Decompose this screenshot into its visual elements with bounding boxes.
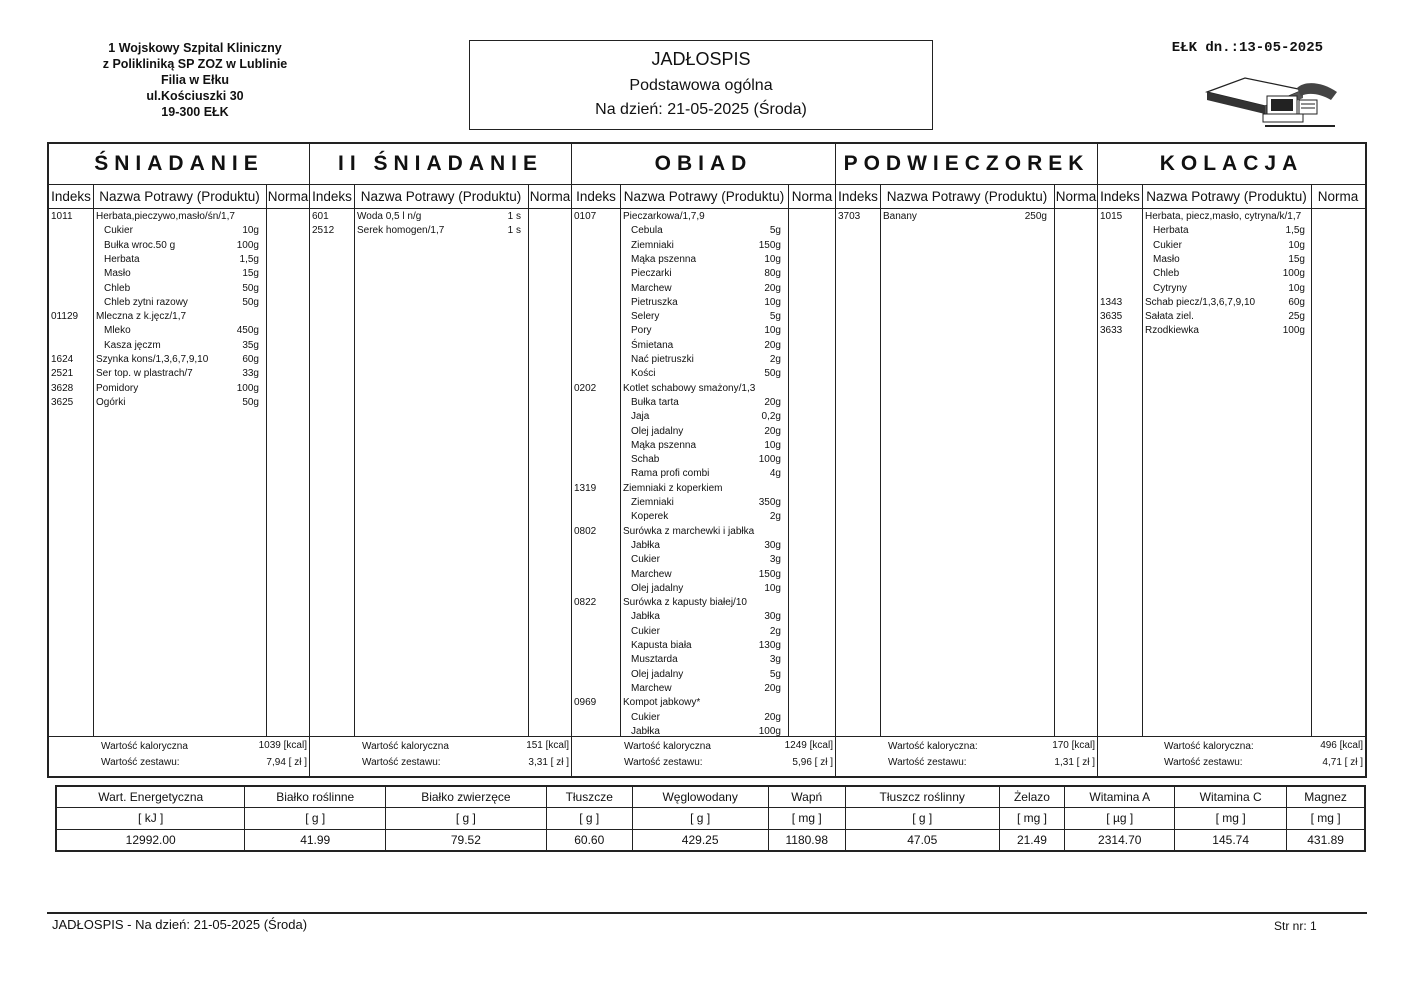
kcal-value: 496 [kcal] <box>1320 740 1363 751</box>
ingredient-name: Chleb <box>104 282 131 294</box>
item-quantity: 20g <box>764 339 781 351</box>
item-quantity: 25g <box>1288 311 1305 323</box>
item-quantity: 3g <box>769 654 781 666</box>
dish-name: Surówka z kapusty białej/10 <box>623 597 747 609</box>
kcal-label: Wartość kaloryczna <box>362 741 449 752</box>
item-quantity: 250g <box>1024 211 1047 222</box>
ingredient-name: Masło <box>104 268 131 280</box>
item-quantity: 50g <box>242 282 259 294</box>
nutrient-unit: [ kJ ] <box>57 808 245 829</box>
dish-name: Ogórki <box>96 396 126 408</box>
column-header-index: Indeks <box>836 185 880 209</box>
meal-column <box>1098 144 1365 776</box>
nutrient-value: 79.52 <box>386 829 547 850</box>
column-header-name: Nazwa Potrawy (Produktu) <box>93 185 266 209</box>
ingredient-name: Kości <box>631 368 656 380</box>
column-divider <box>788 185 789 736</box>
cost-label: Wartość zestawu: <box>362 757 441 768</box>
meal-summary <box>836 736 1097 776</box>
item-quantity: 10g <box>764 582 781 594</box>
dish-name: Sałata ziel. <box>1145 311 1194 323</box>
item-quantity: 1,5g <box>239 253 259 265</box>
column-header-norm: Norma <box>266 185 310 209</box>
hospital-line: 1 Wojskowy Szpital Kliniczny <box>108 41 282 55</box>
column-divider <box>266 185 267 736</box>
column-divider <box>1142 185 1143 736</box>
dish-name: Herbata,pieczywo,masło/śn/1,7 <box>96 211 235 222</box>
ingredient-name: Rama profi combi <box>631 468 710 480</box>
dish-name: Rzodkiewka <box>1145 325 1199 337</box>
item-quantity: 10g <box>764 439 781 451</box>
meal-title: KOLACJA <box>1098 144 1365 185</box>
ingredient-name: Cytryny <box>1153 282 1187 294</box>
item-quantity: 20g <box>764 711 781 723</box>
nutrient-value: 2314.70 <box>1065 829 1175 850</box>
ingredient-name: Masło <box>1153 253 1180 265</box>
item-index: 2521 <box>51 368 74 380</box>
meal-title: ŚNIADANIE <box>49 144 309 185</box>
item-quantity: 10g <box>242 225 259 237</box>
item-quantity: 5g <box>769 225 781 237</box>
item-quantity: 50g <box>242 396 259 408</box>
kcal-value: 151 [kcal] <box>526 740 569 751</box>
ingredient-name: Selery <box>631 311 660 323</box>
item-index: 0802 <box>574 525 597 537</box>
item-quantity: 100g <box>236 382 259 394</box>
item-quantity: 30g <box>764 611 781 623</box>
column-header-index: Indeks <box>1098 185 1142 209</box>
ingredient-name: Ziemniaki <box>631 497 674 508</box>
ingredient-name: Marchew <box>631 568 672 580</box>
item-index: 3635 <box>1100 311 1123 323</box>
nutrient-unit: [ µg ] <box>1065 808 1175 829</box>
cost-label: Wartość zestawu: <box>101 757 180 768</box>
kcal-label: Wartość kaloryczna: <box>888 741 978 752</box>
item-quantity: 50g <box>242 296 259 308</box>
item-quantity: 100g <box>758 725 781 737</box>
item-quantity: 450g <box>236 325 259 337</box>
meal-column <box>310 144 572 776</box>
nutrient-value: 431.89 <box>1287 829 1365 850</box>
item-index: 3703 <box>838 211 861 222</box>
dish-name: Schab piecz/1,3,6,7,9,10 <box>1145 296 1256 308</box>
nutrient-label: Wapń <box>768 787 845 808</box>
nutrient-unit: [ mg ] <box>999 808 1065 829</box>
cost-value: 1,31 [ zł ] <box>1054 757 1095 768</box>
nutrient-value: 41.99 <box>245 829 386 850</box>
nutrient-label: Magnez <box>1287 787 1365 808</box>
cost-value: 4,71 [ zł ] <box>1322 757 1363 768</box>
meal-column <box>49 144 310 776</box>
menu-date: Na dzień: 21-05-2025 (Środa) <box>595 101 807 118</box>
column-header-norm: Norma <box>788 185 836 209</box>
ingredient-name: Herbata <box>104 253 140 265</box>
nutrition-table <box>55 785 1366 852</box>
nutrient-value: 60.60 <box>546 829 632 850</box>
kcal-label: Wartość kaloryczna <box>101 741 188 752</box>
cost-label: Wartość zestawu: <box>624 757 703 768</box>
item-quantity: 60g <box>242 354 259 365</box>
ingredient-name: Pietruszka <box>631 296 678 308</box>
item-quantity: 100g <box>758 454 781 466</box>
dish-name: Mleczna z k.jęcz/1,7 <box>96 311 187 323</box>
cost-value: 7,94 [ zł ] <box>266 757 307 768</box>
item-index: 0969 <box>574 697 597 709</box>
item-quantity: 100g <box>1282 268 1305 280</box>
item-index: 1015 <box>1100 211 1123 222</box>
meal-summary <box>49 736 309 776</box>
column-header-norm: Norma <box>1311 185 1365 209</box>
nutrition-labels-row <box>57 787 1365 808</box>
ingredient-name: Koperek <box>631 511 669 523</box>
ingredient-name: Olej jadalny <box>631 582 684 594</box>
item-quantity: 10g <box>1288 239 1305 251</box>
footer-divider <box>47 912 1367 914</box>
ingredient-name: Cukier <box>631 711 660 723</box>
item-quantity: 60g <box>1288 296 1305 308</box>
item-quantity: 15g <box>242 268 259 280</box>
item-quantity: 20g <box>764 282 781 294</box>
dish-name: Pomidory <box>96 382 139 394</box>
item-index: 2512 <box>312 225 335 237</box>
dish-name: Szynka kons/1,3,6,7,9,10 <box>96 354 209 365</box>
dish-name: Herbata, piecz,masło, cytryna/k/1,7 <box>1145 211 1302 222</box>
ingredient-name: Jabłka <box>631 539 660 551</box>
ingredient-name: Kapusta biała <box>631 640 692 651</box>
nutrient-value: 429.25 <box>632 829 768 850</box>
item-index: 0107 <box>574 211 597 222</box>
dish-name: Surówka z marchewki i jabłka <box>623 525 755 537</box>
item-quantity: 30g <box>764 539 781 551</box>
hospital-line: ul.Kościuszki 30 <box>146 89 244 103</box>
ingredient-name: Śmietana <box>631 339 674 351</box>
nutrient-unit: [ g ] <box>386 808 547 829</box>
ingredient-name: Bułka wroc.50 g <box>104 239 176 251</box>
nutrient-label: Białko zwierzęce <box>386 787 547 808</box>
nutrient-label: Węglowodany <box>632 787 768 808</box>
ingredient-name: Cukier <box>1153 239 1182 251</box>
item-quantity: 2g <box>769 625 781 637</box>
item-quantity: 2g <box>769 511 781 523</box>
nutrient-label: Tłuszcze <box>546 787 632 808</box>
item-index: 3628 <box>51 382 74 394</box>
item-quantity: 33g <box>242 368 259 380</box>
column-header-index: Indeks <box>572 185 620 209</box>
dish-name: Banany <box>883 211 917 222</box>
meal-column <box>572 144 836 776</box>
hospital-line: Filia w Ełku <box>160 73 230 87</box>
dish-name: Ser top. w plastrach/7 <box>96 368 193 380</box>
item-index: 01129 <box>51 311 79 323</box>
item-index: 1319 <box>574 482 597 494</box>
column-divider <box>354 185 355 736</box>
column-divider <box>1311 185 1312 736</box>
meal-title: II ŚNIADANIE <box>310 144 571 185</box>
meal-summary <box>310 736 571 776</box>
item-index: 0822 <box>574 597 597 609</box>
nutrient-value: 12992.00 <box>57 829 245 850</box>
nutrient-label: Wart. Energetyczna <box>57 787 245 808</box>
ingredient-name: Nać pietruszki <box>631 354 694 365</box>
nutrient-unit: [ mg ] <box>768 808 845 829</box>
item-quantity: 3g <box>769 554 781 566</box>
ingredient-name: Pieczarki <box>631 268 672 280</box>
column-divider <box>1054 185 1055 736</box>
item-index: 0202 <box>574 382 597 394</box>
nutrient-label: Tłuszcz roślinny <box>845 787 999 808</box>
item-index: 3633 <box>1100 325 1123 337</box>
nutrient-unit: [ mg ] <box>1287 808 1365 829</box>
ingredient-name: Schab <box>631 454 660 466</box>
item-quantity: 10g <box>764 325 781 337</box>
item-quantity: 5g <box>769 668 781 680</box>
item-quantity: 130g <box>758 640 781 651</box>
cost-value: 3,31 [ zł ] <box>528 757 569 768</box>
ingredient-name: Mleko <box>104 325 131 337</box>
item-quantity: 5g <box>769 311 781 323</box>
item-quantity: 50g <box>764 368 781 380</box>
kcal-value: 1249 [kcal] <box>784 740 833 751</box>
nutrient-unit: [ g ] <box>632 808 768 829</box>
ingredient-name: Jaja <box>631 411 650 423</box>
nutrient-label: Białko roślinne <box>245 787 386 808</box>
item-quantity: 100g <box>236 239 259 251</box>
cost-label: Wartość zestawu: <box>1164 757 1243 768</box>
cost-value: 5,96 [ zł ] <box>792 757 833 768</box>
page-number: Str nr: 1 <box>1274 919 1317 933</box>
cost-label: Wartość zestawu: <box>888 757 967 768</box>
kcal-label: Wartość kaloryczna: <box>1164 741 1254 752</box>
nutrient-label: Żelazo <box>999 787 1065 808</box>
column-header-index: Indeks <box>49 185 93 209</box>
nutrient-value: 21.49 <box>999 829 1065 850</box>
item-index: 1011 <box>51 211 73 222</box>
nutrient-unit: [ mg ] <box>1175 808 1287 829</box>
meal-title: OBIAD <box>572 144 835 185</box>
item-quantity: 4g <box>769 468 781 480</box>
item-quantity: 350g <box>758 497 781 508</box>
column-divider <box>620 185 621 736</box>
kcal-label: Wartość kaloryczna <box>624 741 711 752</box>
nutrient-unit: [ g ] <box>845 808 999 829</box>
book-computer-logo-icon <box>1205 70 1340 128</box>
ingredient-name: Chleb zytni razowy <box>104 296 188 308</box>
ingredient-name: Chleb <box>1153 268 1180 280</box>
menu-table <box>47 142 1367 778</box>
item-index: 3625 <box>51 396 74 408</box>
item-quantity: 20g <box>764 682 781 694</box>
item-quantity: 15g <box>1288 253 1305 265</box>
ingredient-name: Marchew <box>631 682 672 694</box>
footer-title: JADŁOSPIS - Na dzień: 21-05-2025 (Środa) <box>52 917 308 932</box>
nutrient-value: 47.05 <box>845 829 999 850</box>
dish-name: Serek homogen/1,7 <box>357 225 445 237</box>
diet-type: Podstawowa ogólna <box>629 77 773 94</box>
nutrient-label: Witamina A <box>1065 787 1175 808</box>
item-quantity: 35g <box>242 339 259 351</box>
item-quantity: 150g <box>758 239 781 251</box>
item-index: 601 <box>312 211 329 222</box>
ingredient-name: Musztarda <box>631 654 678 666</box>
ingredient-name: Pory <box>631 325 652 337</box>
nutrient-value: 145.74 <box>1175 829 1287 850</box>
print-date: EŁK dn.:13-05-2025 <box>1171 40 1323 56</box>
ingredient-name: Cukier <box>631 554 660 566</box>
column-header-norm: Norma <box>1054 185 1098 209</box>
nutrient-unit: [ g ] <box>245 808 386 829</box>
ingredient-name: Marchew <box>631 282 672 294</box>
ingredient-name: Ziemniaki <box>631 239 674 251</box>
item-quantity: 10g <box>1288 282 1305 294</box>
dish-name: Kompot jabkowy* <box>623 697 701 709</box>
ingredient-name: Mąka pszenna <box>631 253 697 265</box>
column-header-name: Nazwa Potrawy (Produktu) <box>620 185 788 209</box>
dish-name: Kotlet schabowy smażony/1,3 <box>623 382 756 394</box>
kcal-value: 170 [kcal] <box>1052 740 1095 751</box>
ingredient-name: Jabłka <box>631 725 660 737</box>
nutrient-label: Witamina C <box>1175 787 1287 808</box>
meal-column <box>836 144 1098 776</box>
nutrition-values-row <box>57 829 1365 850</box>
item-quantity: 0,2g <box>761 411 781 423</box>
column-divider <box>93 185 94 736</box>
meal-summary <box>1098 736 1365 776</box>
ingredient-name: Jabłka <box>631 611 660 623</box>
item-quantity: 1 s <box>507 211 521 222</box>
title-box <box>469 40 933 130</box>
dish-name: Ziemniaki z koperkiem <box>623 482 723 494</box>
hospital-address <box>70 40 320 120</box>
hospital-line: 19-300 EŁK <box>161 105 229 119</box>
item-quantity: 1 s <box>507 225 521 237</box>
ingredient-name: Mąka pszenna <box>631 439 697 451</box>
meal-summary <box>572 736 835 776</box>
item-quantity: 20g <box>764 396 781 408</box>
ingredient-name: Olej jadalny <box>631 668 684 680</box>
column-header-name: Nazwa Potrawy (Produktu) <box>1142 185 1311 209</box>
item-quantity: 100g <box>1282 325 1305 337</box>
column-header-name: Nazwa Potrawy (Produktu) <box>354 185 528 209</box>
column-divider <box>880 185 881 736</box>
nutrient-value: 1180.98 <box>768 829 845 850</box>
ingredient-name: Cukier <box>104 225 133 237</box>
item-quantity: 80g <box>764 268 781 280</box>
item-quantity: 1,5g <box>1285 225 1305 237</box>
ingredient-name: Herbata <box>1153 225 1189 237</box>
dish-name: Pieczarkowa/1,7,9 <box>623 211 705 222</box>
kcal-value: 1039 [kcal] <box>258 740 307 751</box>
nutrition-units-row <box>57 808 1365 829</box>
ingredient-name: Cukier <box>631 625 660 637</box>
item-quantity: 20g <box>764 425 781 437</box>
item-index: 1343 <box>1100 296 1123 308</box>
hospital-line: z Polikliniką SP ZOZ w Lublinie <box>102 57 288 71</box>
ingredient-name: Kasza jęczm <box>104 339 161 351</box>
item-quantity: 10g <box>764 253 781 265</box>
column-header-index: Indeks <box>310 185 354 209</box>
column-divider <box>528 185 529 736</box>
column-header-norm: Norma <box>528 185 572 209</box>
item-index: 1624 <box>51 354 74 365</box>
column-header-name: Nazwa Potrawy (Produktu) <box>880 185 1054 209</box>
dish-name: Woda 0,5 l n/g <box>357 211 422 222</box>
ingredient-name: Bułka tarta <box>631 396 679 408</box>
item-quantity: 10g <box>764 296 781 308</box>
item-quantity: 150g <box>758 568 781 580</box>
meal-title: PODWIECZOREK <box>836 144 1097 185</box>
ingredient-name: Cebula <box>631 225 663 237</box>
item-quantity: 2g <box>769 354 781 365</box>
ingredient-name: Olej jadalny <box>631 425 684 437</box>
page-title: JADŁOSPIS <box>651 49 751 69</box>
nutrient-unit: [ g ] <box>546 808 632 829</box>
